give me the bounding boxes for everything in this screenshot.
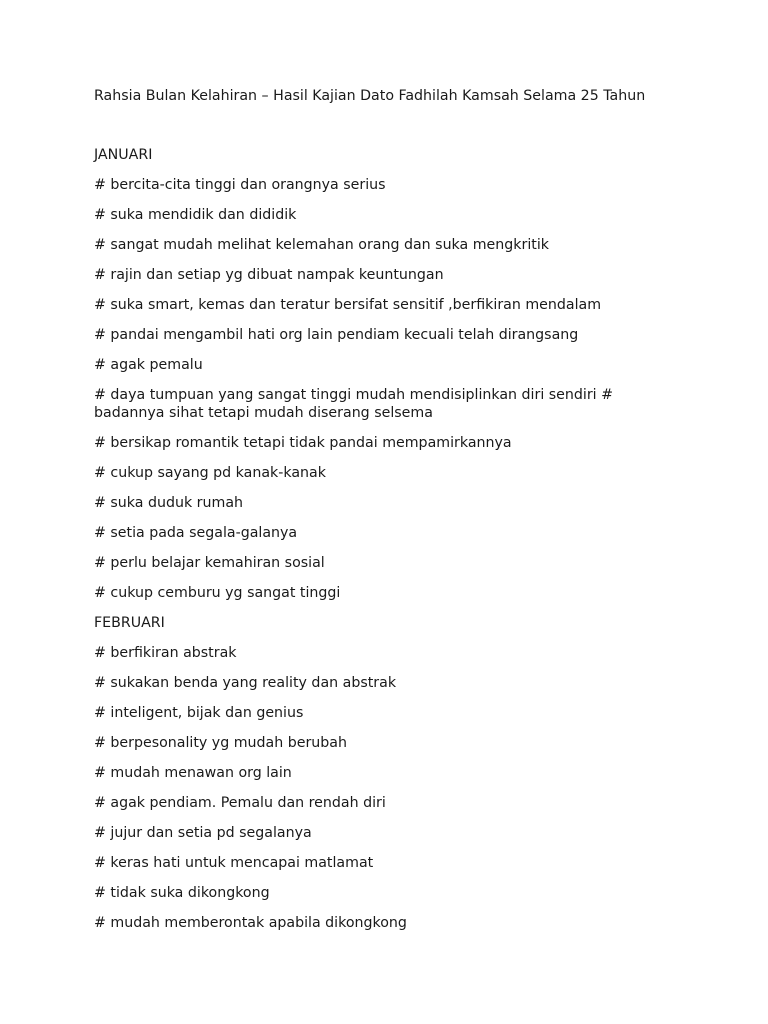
list-item: # keras hati untuk mencapai matlamat [94,855,374,871]
list-item: # daya tumpuan yang sangat tinggi mudah mendisiplinkan diri sendiri # badannya sihat tetapi mudah diserang selsema [94,387,614,421]
list-item: # mudah memberontak apabila dikongkong [94,915,407,931]
list-item: # inteligent, bijak dan genius [94,705,304,721]
list-item: # berpesonality yg mudah berubah [94,735,347,751]
list-item: # tidak suka dikongkong [94,885,270,901]
list-item: # jujur dan setia pd segalanya [94,825,312,841]
list-item: # bersikap romantik tetapi tidak pandai mempamirkannya [94,435,512,451]
list-item: # mudah menawan org lain [94,765,292,781]
section-heading-februari: FEBRUARI [94,615,165,631]
list-item: # rajin dan setiap yg dibuat nampak keuntungan [94,267,444,283]
list-item: # sangat mudah melihat kelemahan orang dan suka mengkritik [94,237,549,253]
list-item: # suka smart, kemas dan teratur bersifat sensitif ,berfikiran mendalam [94,297,602,313]
list-item: # perlu belajar kemahiran sosial [94,555,325,571]
section-heading-januari: JANUARI [94,147,153,163]
list-item: # agak pemalu [94,357,203,373]
list-item: # setia pada segala-galanya [94,525,298,541]
list-item: # suka duduk rumah [94,495,244,511]
list-item: # pandai mengambil hati org lain pendiam kecuali telah dirangsang [94,327,579,343]
list-item: # cukup cemburu yg sangat tinggi [94,585,341,601]
list-item: # berfikiran abstrak [94,645,237,661]
list-item: # suka mendidik dan dididik [94,207,297,223]
list-item: # bercita-cita tinggi dan orangnya serius [94,177,386,193]
document-title: Rahsia Bulan Kelahiran – Hasil Kajian Dato Fadhilah Kamsah Selama 25 Tahun [94,88,646,104]
list-item: # agak pendiam. Pemalu dan rendah diri [94,795,386,811]
list-item: # cukup sayang pd kanak-kanak [94,465,326,481]
list-item: # sukakan benda yang reality dan abstrak [94,675,397,691]
